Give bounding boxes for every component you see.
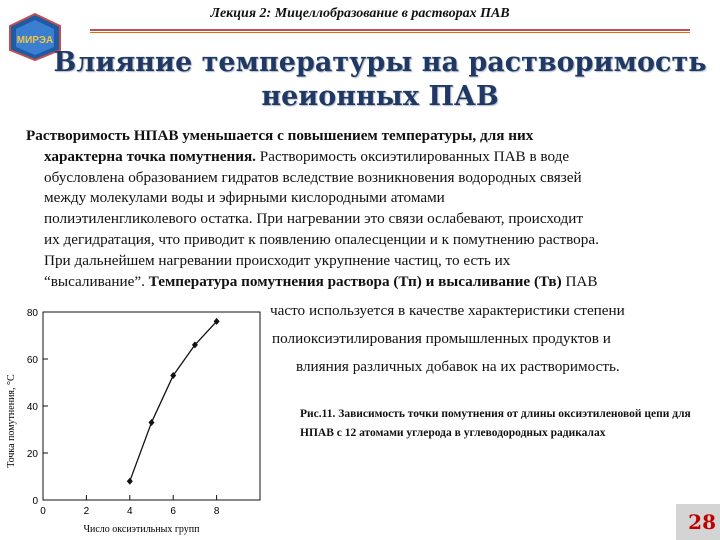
page-number: 28	[688, 510, 716, 534]
body-line-8-bold: Температура помутнения раствора (Тп) и высаливание (Тв)	[148, 272, 562, 290]
data-point	[149, 419, 155, 426]
x-axis-label: Число оксиэтильных групп	[83, 524, 200, 535]
x-tick-label: 6	[170, 506, 176, 517]
y-tick-label: 60	[26, 355, 38, 366]
x-tick-label: 8	[213, 506, 220, 517]
body-line-7: При дальнейшем нагревании происходит укрупнение частиц, то есть их	[44, 251, 511, 269]
data-point	[127, 478, 133, 485]
x-tick-label: 0	[40, 506, 46, 517]
header-divider	[90, 29, 690, 31]
body-line-1: Растворимость НПАВ уменьшается с повышением температуры, для них	[26, 127, 534, 144]
logo-text: МИРЭА	[16, 35, 54, 46]
series-line	[130, 321, 217, 481]
slide-title-line2: неионных ПАВ	[261, 81, 499, 112]
body-line-6: их дегидратация, что приводит к появлению опалесценции и к помутнению раствора.	[44, 230, 599, 248]
slide-title	[40, 46, 720, 114]
body-line-8-end: ПАВ	[561, 272, 598, 290]
y-tick-label: 20	[26, 449, 38, 460]
y-axis-label: Точка помутнения, °С	[6, 374, 17, 468]
cloud-point-chart	[0, 300, 268, 540]
body-line-5: полиэтиленгликолевого остатка. При нагревании это связи ослабевают, происходит	[44, 210, 584, 228]
body-line-8-start: “высаливание”.	[44, 272, 149, 290]
body-line-2: Растворимость оксиэтилированных ПАВ в воде	[255, 147, 570, 165]
body-line-10: полиоксиэтилирования промышленных продуктов и	[272, 330, 611, 347]
body-line-11: влияния различных добавок на их растворимость.	[296, 358, 620, 375]
x-tick-label: 2	[83, 506, 90, 517]
body-line-3: обусловлена образованием гидратов вследствие возникновения водородных связей	[44, 168, 582, 186]
y-tick-label: 80	[26, 308, 38, 319]
body-paragraph	[26, 126, 712, 292]
body-line-4: между молекулами воды и эфирными кислородными атомами	[44, 189, 445, 207]
x-tick-label: 4	[127, 506, 133, 517]
y-tick-label: 0	[32, 496, 38, 507]
figure-caption: Рис.11. Зависимость точки помутнения от длины оксиэтиленовой цепи для НПАВ с 12 атомами углерода в углеводородных радикалах	[300, 408, 691, 439]
header-divider-thin	[90, 32, 690, 33]
slide-title-line1: Влияние температуры на растворимость	[53, 47, 707, 78]
body-line-9: часто используется в качестве характеристики степени	[270, 302, 625, 319]
plot-frame	[43, 312, 260, 500]
lecture-header: Лекция 2: Мицеллобразование в растворах ПАВ	[210, 6, 510, 21]
y-tick-label: 40	[26, 402, 38, 413]
body-line-2-bold: характерна точка помутнения.	[44, 147, 256, 165]
